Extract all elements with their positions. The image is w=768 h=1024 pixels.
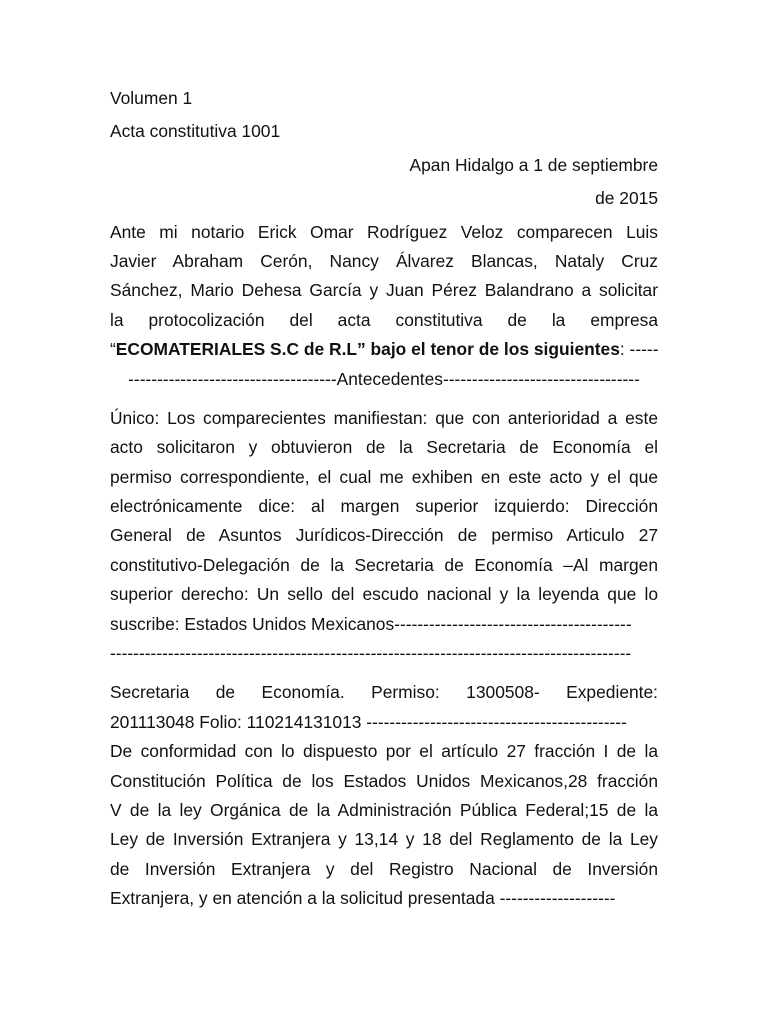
- permit-paragraph: [110, 678, 658, 913]
- permit-line: 201113048 Folio: 110214131013 ---------------------------------------------: [110, 711, 627, 732]
- antecedentes-heading: ------------------------------------Antecedentes----------------------------------: [128, 368, 640, 389]
- permit-line: de Inversión Extranjera y del Registro Nacional de Inversión: [110, 858, 658, 879]
- unico-line: constitutivo-Delegación de la Secretaria de Economía –Al margen: [110, 554, 658, 575]
- separator-line: ------------------------------------------------------------------------------------------: [110, 643, 632, 664]
- permit-line: Ley de Inversión Extranjera y 13,14 y 18 del Reglamento de la Ley: [110, 829, 658, 850]
- company-line: [110, 335, 658, 364]
- quote-open: “: [110, 339, 116, 360]
- intro-line: Ante mi notario Erick Omar Rodríguez Veloz comparecen Luis: [110, 221, 658, 242]
- unico-line: General de Asuntos Jurídicos-Dirección de permiso Articulo 27: [110, 525, 658, 546]
- permit-line: Constitución Política de los Estados Unidos Mexicanos,28 fracción: [110, 770, 658, 791]
- unico-line: electrónicamente dice: al margen superior izquierdo: Dirección: [110, 496, 658, 517]
- document-body: [110, 84, 658, 914]
- unico-line: permiso correspondiente, el cual me exhiben en este acto y el que: [110, 466, 658, 487]
- unico-line: acto solicitaron y obtuvieron de la Secretaria de Economía el: [110, 437, 658, 458]
- unico-line: suscribe: Estados Unidos Mexicanos-----------------------------------------: [110, 613, 632, 634]
- permit-line: De conformidad con lo dispuesto por el artículo 27 fracción I de la: [110, 741, 658, 762]
- unico-paragraph: [110, 404, 658, 669]
- permit-line: Secretaria de Economía. Permiso: 1300508- Expediente:: [110, 682, 658, 703]
- permit-line: Extranjera, y en atención a la solicitud presentada --------------------: [110, 888, 616, 909]
- unico-line: superior derecho: Un sello del escudo nacional y la leyenda que lo: [110, 584, 658, 605]
- company-line-trailing: : -----: [619, 339, 658, 360]
- place-date-line-2: de 2015: [595, 188, 658, 209]
- unico-line: Único: Los comparecientes manifiestan: que con anterioridad a este: [110, 407, 658, 428]
- intro-line: la protocolización del acta constitutiva de la empresa: [110, 309, 658, 330]
- act-title: Acta constitutiva 1001: [110, 121, 281, 142]
- intro-line: Sánchez, Mario Dehesa García y Juan Pérez Balandrano a solicitar: [110, 280, 658, 301]
- intro-paragraph: [110, 218, 658, 394]
- permit-line: V de la ley Orgánica de la Administración Pública Federal;15 de la: [110, 799, 658, 820]
- company-name: ECOMATERIALES S.C de R.L” bajo el tenor de los siguientes: [115, 339, 620, 360]
- volume-label: Volumen 1: [110, 88, 193, 108]
- place-date-line-1: Apan Hidalgo a 1 de septiembre: [409, 154, 658, 175]
- intro-line: Javier Abraham Cerón, Nancy Álvarez Blancas, Nataly Cruz: [110, 250, 658, 271]
